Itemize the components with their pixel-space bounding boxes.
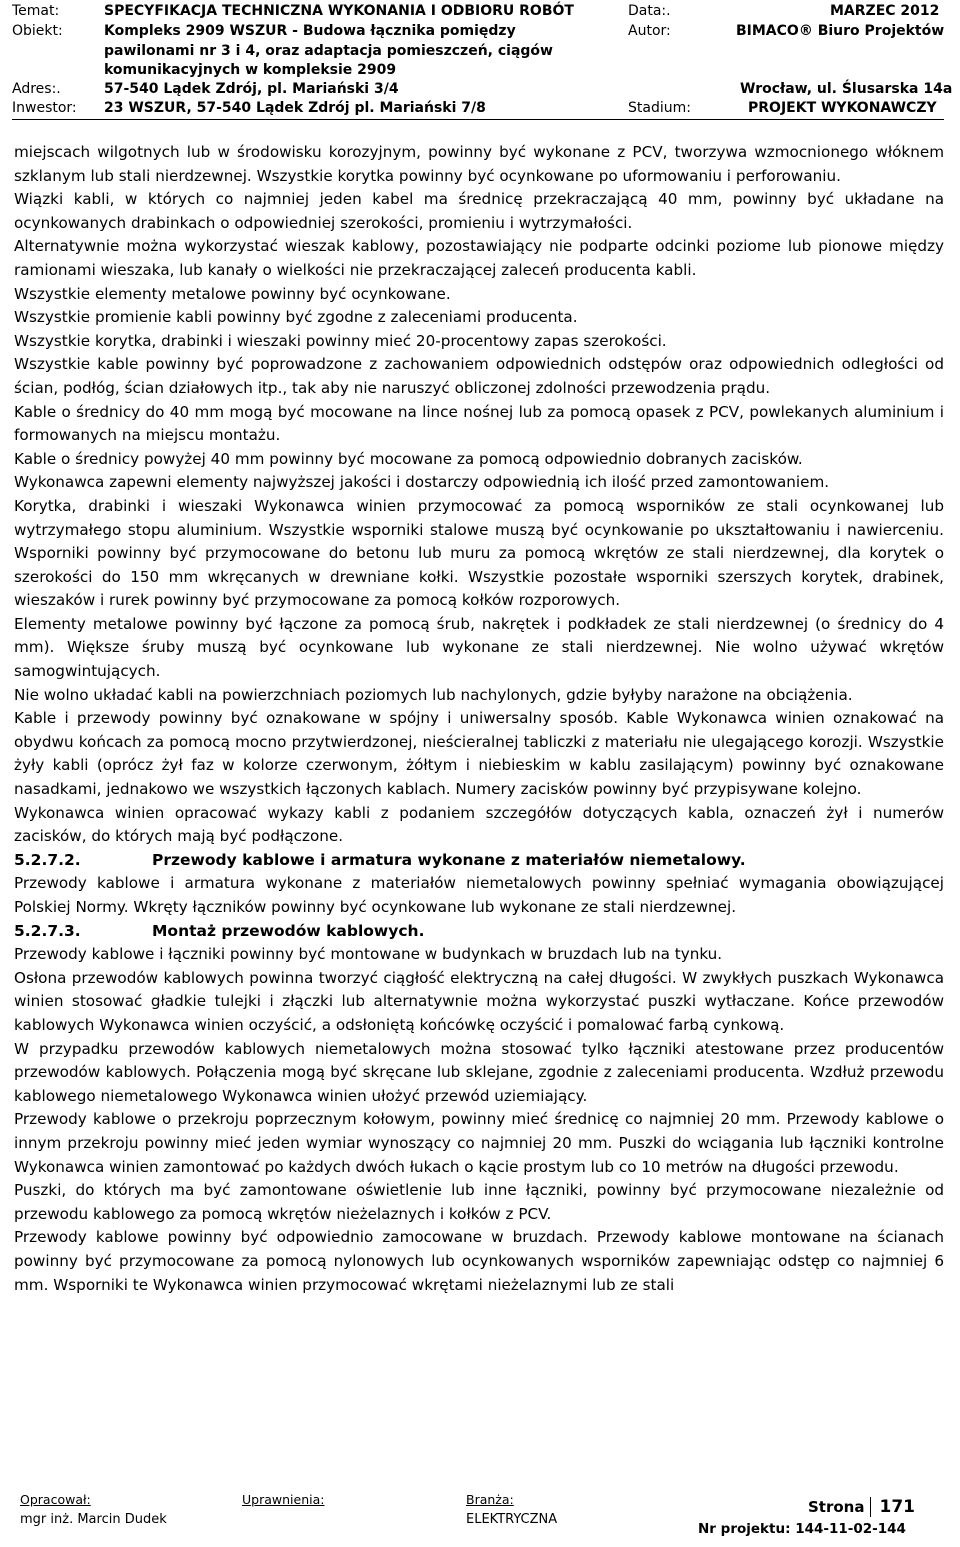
obiekt-line-3: komunikacyjnych w kompleksie 2909 (104, 62, 397, 78)
page-number: 171 (870, 1497, 915, 1517)
body-paragraph: Puszki, do których ma być zamontowane oświetlenie lub inne łączniki, powinny być przymocowane niezależnie od przewodu kablowego za pomocą wkrętów nieżelaznych i kołków z PCV. (14, 1181, 944, 1223)
data-value: MARZEC 2012 (830, 3, 940, 19)
document-footer (0, 1490, 960, 1547)
adres-value: 57-540 Lądek Zdrój, pl. Mariański 3/4 (104, 81, 399, 97)
nr-projektu-value: 144-11-02-144 (795, 1521, 906, 1537)
temat-label: Temat: (12, 3, 60, 19)
branza-value: ELEKTRYCZNA (466, 1512, 558, 1527)
opracowal-label: Opracował: (20, 1492, 91, 1507)
temat-value: SPECYFIKACJA TECHNICZNA WYKONANIA I ODBIORU ROBÓT (104, 3, 574, 19)
body-paragraph: Wszystkie promienie kabli powinny być zgodne z zaleceniami producenta. (14, 308, 578, 327)
body-paragraph: Elementy metalowe powinny być łączone za pomocą śrub, nakrętek i podkładek ze stali nierdzewnej (o średnicy do 4 mm). Większe śruby muszą być ocynkowane lub wykonane ze stali nierdzewnej. Nie wolno używać wkrętów samogwintujących. (14, 614, 944, 681)
inwestor-value: 23 WSZUR, 57-540 Lądek Zdrój pl. Mariański 7/8 (104, 100, 486, 116)
section-title: Przewody kablowe i armatura wykonane z materiałów niemetalowy. (152, 850, 746, 869)
body-paragraph: Przewody kablowe i armatura wykonane z materiałów niemetalowych powinny spełniać wymagania obowiązującej Polskiej Normy. Wkręty łączników powinny być ocynkowane lub wykonane ze stali nierdzewnej. (14, 874, 944, 916)
body-paragraph: Wszystkie korytka, drabinki i wieszaki powinny mieć 20-procentowy zapas szerokości. (14, 331, 667, 350)
body-paragraph: Wiązki kabli, w których co najmniej jeden kabel ma średnicę przekraczającą 40 mm, powinny być układane na ocynkowanych drabinkach o odpowiedniej szerokości, promieniu i wytrzymałości. (14, 190, 944, 232)
body-paragraph: Wykonawca winien opracować wykazy kabli z podaniem szczegółów dotyczących kabla, oznaczeń żył i numerów zacisków, do których mają być podłączone. (14, 803, 944, 846)
branza-label: Branża: (466, 1492, 514, 1507)
uprawnienia-label: Uprawnienia: (242, 1492, 325, 1507)
document-header (0, 0, 960, 120)
obiekt-line-2: pawilonami nr 3 i 4, oraz adaptacja pomieszczeń, ciągów (104, 43, 553, 59)
stadium-label: Stadium: (628, 100, 691, 116)
body-paragraph: Przewody kablowe i łączniki powinny być montowane w budynkach w bruzdach lub na tynku. (14, 945, 723, 964)
obiekt-label: Obiekt: (12, 23, 63, 39)
body-paragraph: Wszystkie kable powinny być poprowadzone z zachowaniem odpowiednich odstępów oraz odpowiednich odległości od ścian, podłóg, ścian działowych itp., tak aby nie naruszyć obliczonej zdolności przewodzenia prądu. (14, 355, 944, 397)
body-paragraph: Kable o średnicy powyżej 40 mm powinny być mocowane za pomocą odpowiednio dobranych zacisków. (14, 449, 803, 468)
adres-label: Adres:. (12, 81, 61, 97)
autor-label: Autor: (628, 23, 671, 39)
strona-label: Strona (808, 1498, 865, 1516)
body-paragraph: miejscach wilgotnych lub w środowisku korozyjnym, powinny być wykonane z PCV, tworzywa wzmocnionego włóknem szklanym lub stali nierdzewnej. Wszystkie korytka powinny być ocynkowane po uformowaniu i perforowaniu. (14, 143, 944, 185)
opracowal-value: mgr inż. Marcin Dudek (20, 1512, 167, 1527)
body-paragraph: Kable i przewody powinny być oznakowane w spójny i uniwersalny sposób. Kable Wykonawca winien oznakować na obydwu końcach za pomocą mocno przytwierdzonej, nieścieralnej tabliczki z materiału nie ulegającego korozji. Wszystkie żyły kabli (oprócz żył faz w kolorze czerwonym, żółtym i niebieskim w kablu zasilającym) powinny być oznakowane nasadkami, jednakowo we wszystkich łączonych kablach. Numery zacisków powinny być przypisywane kolejno. (14, 709, 944, 799)
section-title: Montaż przewodów kablowych. (152, 921, 425, 940)
body-paragraph: Osłona przewodów kablowych powinna tworzyć ciągłość elektryczną na całej długości. W zwykłych puszkach Wykonawca winien stosować gładkie tulejki i złączki lub alternatywnie można wykorzystać puszki wytłaczane. Końce przewodów kablowych Wykonawca winien oczyścić, a odsłoniętą końcówkę oczyścić i pomalować farbą cynkową. (14, 968, 944, 1034)
body-paragraph: Alternatywnie można wykorzystać wieszak kablowy, pozostawiający nie podparte odcinki poziome lub pionowe między ramionami wieszaka, lub kanały o wielkości nie przekraczającej zaleceń producenta kabli. (14, 237, 944, 279)
autor-address: Wrocław, ul. Ślusarska 14a (740, 81, 953, 97)
inwestor-label: Inwestor: (12, 100, 77, 116)
stadium-value: PROJEKT WYKONAWCZY (748, 100, 937, 116)
nr-projektu-label: Nr projektu: (698, 1521, 791, 1537)
autor-value: BIMACO® Biuro Projektów (736, 23, 945, 39)
section-number: 5.2.7.2. (14, 850, 81, 869)
body-paragraph: Korytka, drabinki i wieszaki Wykonawca winien przymocować za pomocą wsporników ze stali ocynkowanej lub wytrzymałego stopu aluminium. Wszystkie wsporniki stalowe muszą być ocynkowanie po ukształtowaniu i nawierceniu. Wsporniki powinny być przymocowane do betonu lub muru za pomocą wkrętów ze stali nierdzewnej, dla korytek o szerokości do 150 mm wkręcanych w drewniane kołki. Wszystkie pozostałe wsporniki szerszych korytek, drabinek, wieszaków i rurek powinny być przymocowane za pomocą kołków rozporowych. (14, 496, 944, 610)
section-heading (14, 849, 944, 873)
obiekt-line-1: Kompleks 2909 WSZUR - Budowa łącznika pomiędzy (104, 23, 516, 39)
body-paragraph: Przewody kablowe o przekroju poprzecznym kołowym, powinny mieć średnicę co najmniej 20 mm. Przewody kablowe o innym przekroju powinny mieć jeden wymiar wynoszący co najmniej 20 mm. Puszki do wciągania lub łączniki kontrolne Wykonawca winien zamontować po każdych dwóch łukach o kącie prostym lub co 10 metrów na długości przewodu. (14, 1110, 944, 1176)
page-number-box (808, 1497, 915, 1517)
data-label: Data:. (628, 3, 671, 19)
body-paragraph: Nie wolno układać kabli na powierzchniach poziomych lub nachylonych, gdzie byłyby narażone na obciążenia. (14, 685, 853, 704)
project-number (698, 1521, 906, 1537)
body-paragraph: Przewody kablowe powinny być odpowiednio zamocowane w bruzdach. Przewody kablowe montowane na ścianach powinny być przymocowane za pomocą nylonowych lub ocynkowanych wsporników zapewniając odstęp co najmniej 6 mm. Wsporniki te Wykonawca winien przymocować wkrętami nieżelaznymi lub ze stali (14, 1228, 944, 1294)
body-paragraph: Wszystkie elementy metalowe powinny być ocynkowane. (14, 284, 451, 303)
section-number: 5.2.7.3. (14, 921, 81, 940)
document-body (14, 141, 944, 1297)
header-divider (12, 119, 944, 120)
body-paragraph: Wykonawca zapewni elementy najwyższej jakości i dostarczy odpowiednią ich ilość przed zamontowaniem. (14, 473, 830, 492)
body-paragraph: Kable o średnicy do 40 mm mogą być mocowane na lince nośnej lub za pomocą opasek z PCV, powlekanych aluminium i formowanych na miejscu montażu. (14, 402, 944, 445)
body-paragraph: W przypadku przewodów kablowych niemetalowych można stosować tylko łączniki atestowane przez producentów przewodów kablowych. Połączenia mogą być skręcane lub sklejane, zgodnie z zaleceniami producenta. Wzdłuż przewodu kablowego niemetalowego Wykonawca winien ułożyć przewód uziemiający. (14, 1039, 944, 1105)
section-heading (14, 920, 944, 944)
